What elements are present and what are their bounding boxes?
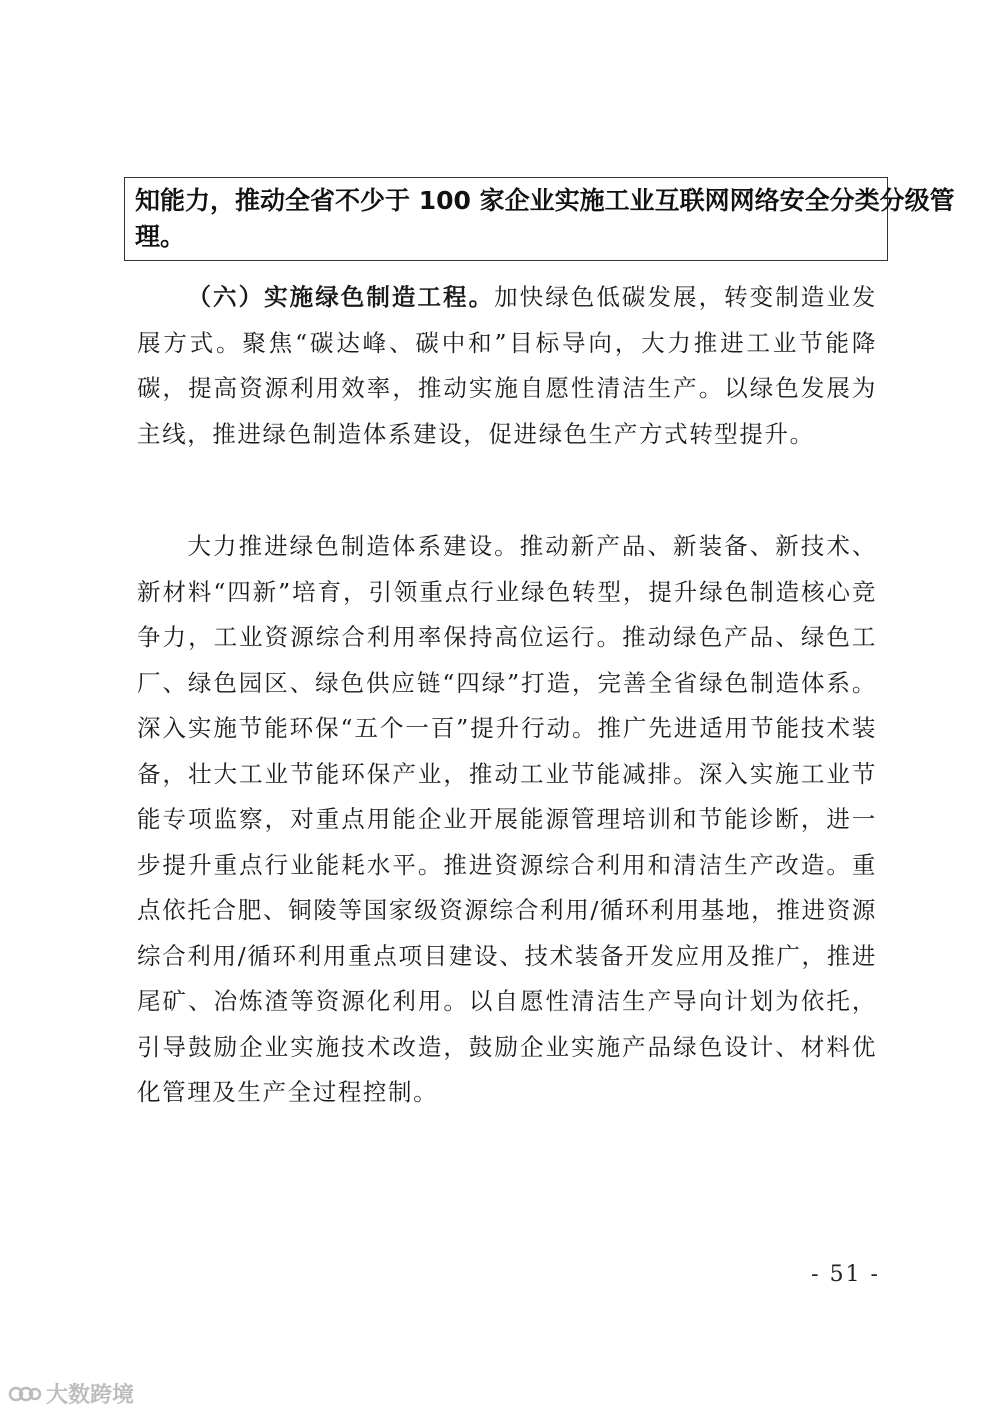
section-6-paragraph xyxy=(137,275,877,457)
watermark-text: 大数跨境 xyxy=(46,1383,135,1408)
paragraph-2-text: 大力推进绿色制造体系建设。推动新产品、新装备、新技术、新材料“四新”培育，引领重点行业绿色转型，提升绿色制造核心竞争力，工业资源综合利用率保持高位运行。推动绿色产品、绿色工厂、绿色园区、绿色供应链“四绿”打造，完善全省绿色制造体系。深入实施节能环保“五个一百”提升行动。推广先进适用节能技术装备，壮大工业节能环保产业，推动工业节能减排。深入实施工业节能专项监察，对重点用能企业开展能源管理培训和节能诊断，进一步提升重点行业能耗水平。推进资源综合利用和清洁生产改造。重点依托合肥、铜陵等国家级资源综合利用/循环利用基地，推进资源综合利用/循环利用重点项目建设、技术装备开发应用及推广，推进尾矿、冶炼渣等资源化利用。以自愿性清洁生产导向计划为依托，引导鼓励企业实施技术改造，鼓励企业实施产品绿色设计、材料优化管理及生产全过程控制。 xyxy=(137,532,877,1106)
page-number: - 51 - xyxy=(811,1262,880,1287)
green-manufacturing-paragraph xyxy=(137,524,877,1116)
section-6-text: 加快绿色低碳发展，转变制造业发展方式。聚焦“碳达峰、碳中和”目标导向，大力推进工业节能降碳，提高资源利用效率，推动实施自愿性清洁生产。以绿色发展为主线，推进绿色制造体系建设，促进绿色生产方式转型提升。 xyxy=(137,283,878,448)
box-line-2: 理。 xyxy=(135,222,186,251)
box-line-1: 知能力，推动全省不少于 100 家企业实施工业互联网网络安全分类分级管 xyxy=(135,186,955,215)
section-6-heading: （六）实施绿色制造工程。 xyxy=(187,283,495,311)
watermark-logo-icon xyxy=(8,1383,42,1405)
watermark xyxy=(8,1378,134,1409)
highlighted-text-box xyxy=(124,177,955,261)
